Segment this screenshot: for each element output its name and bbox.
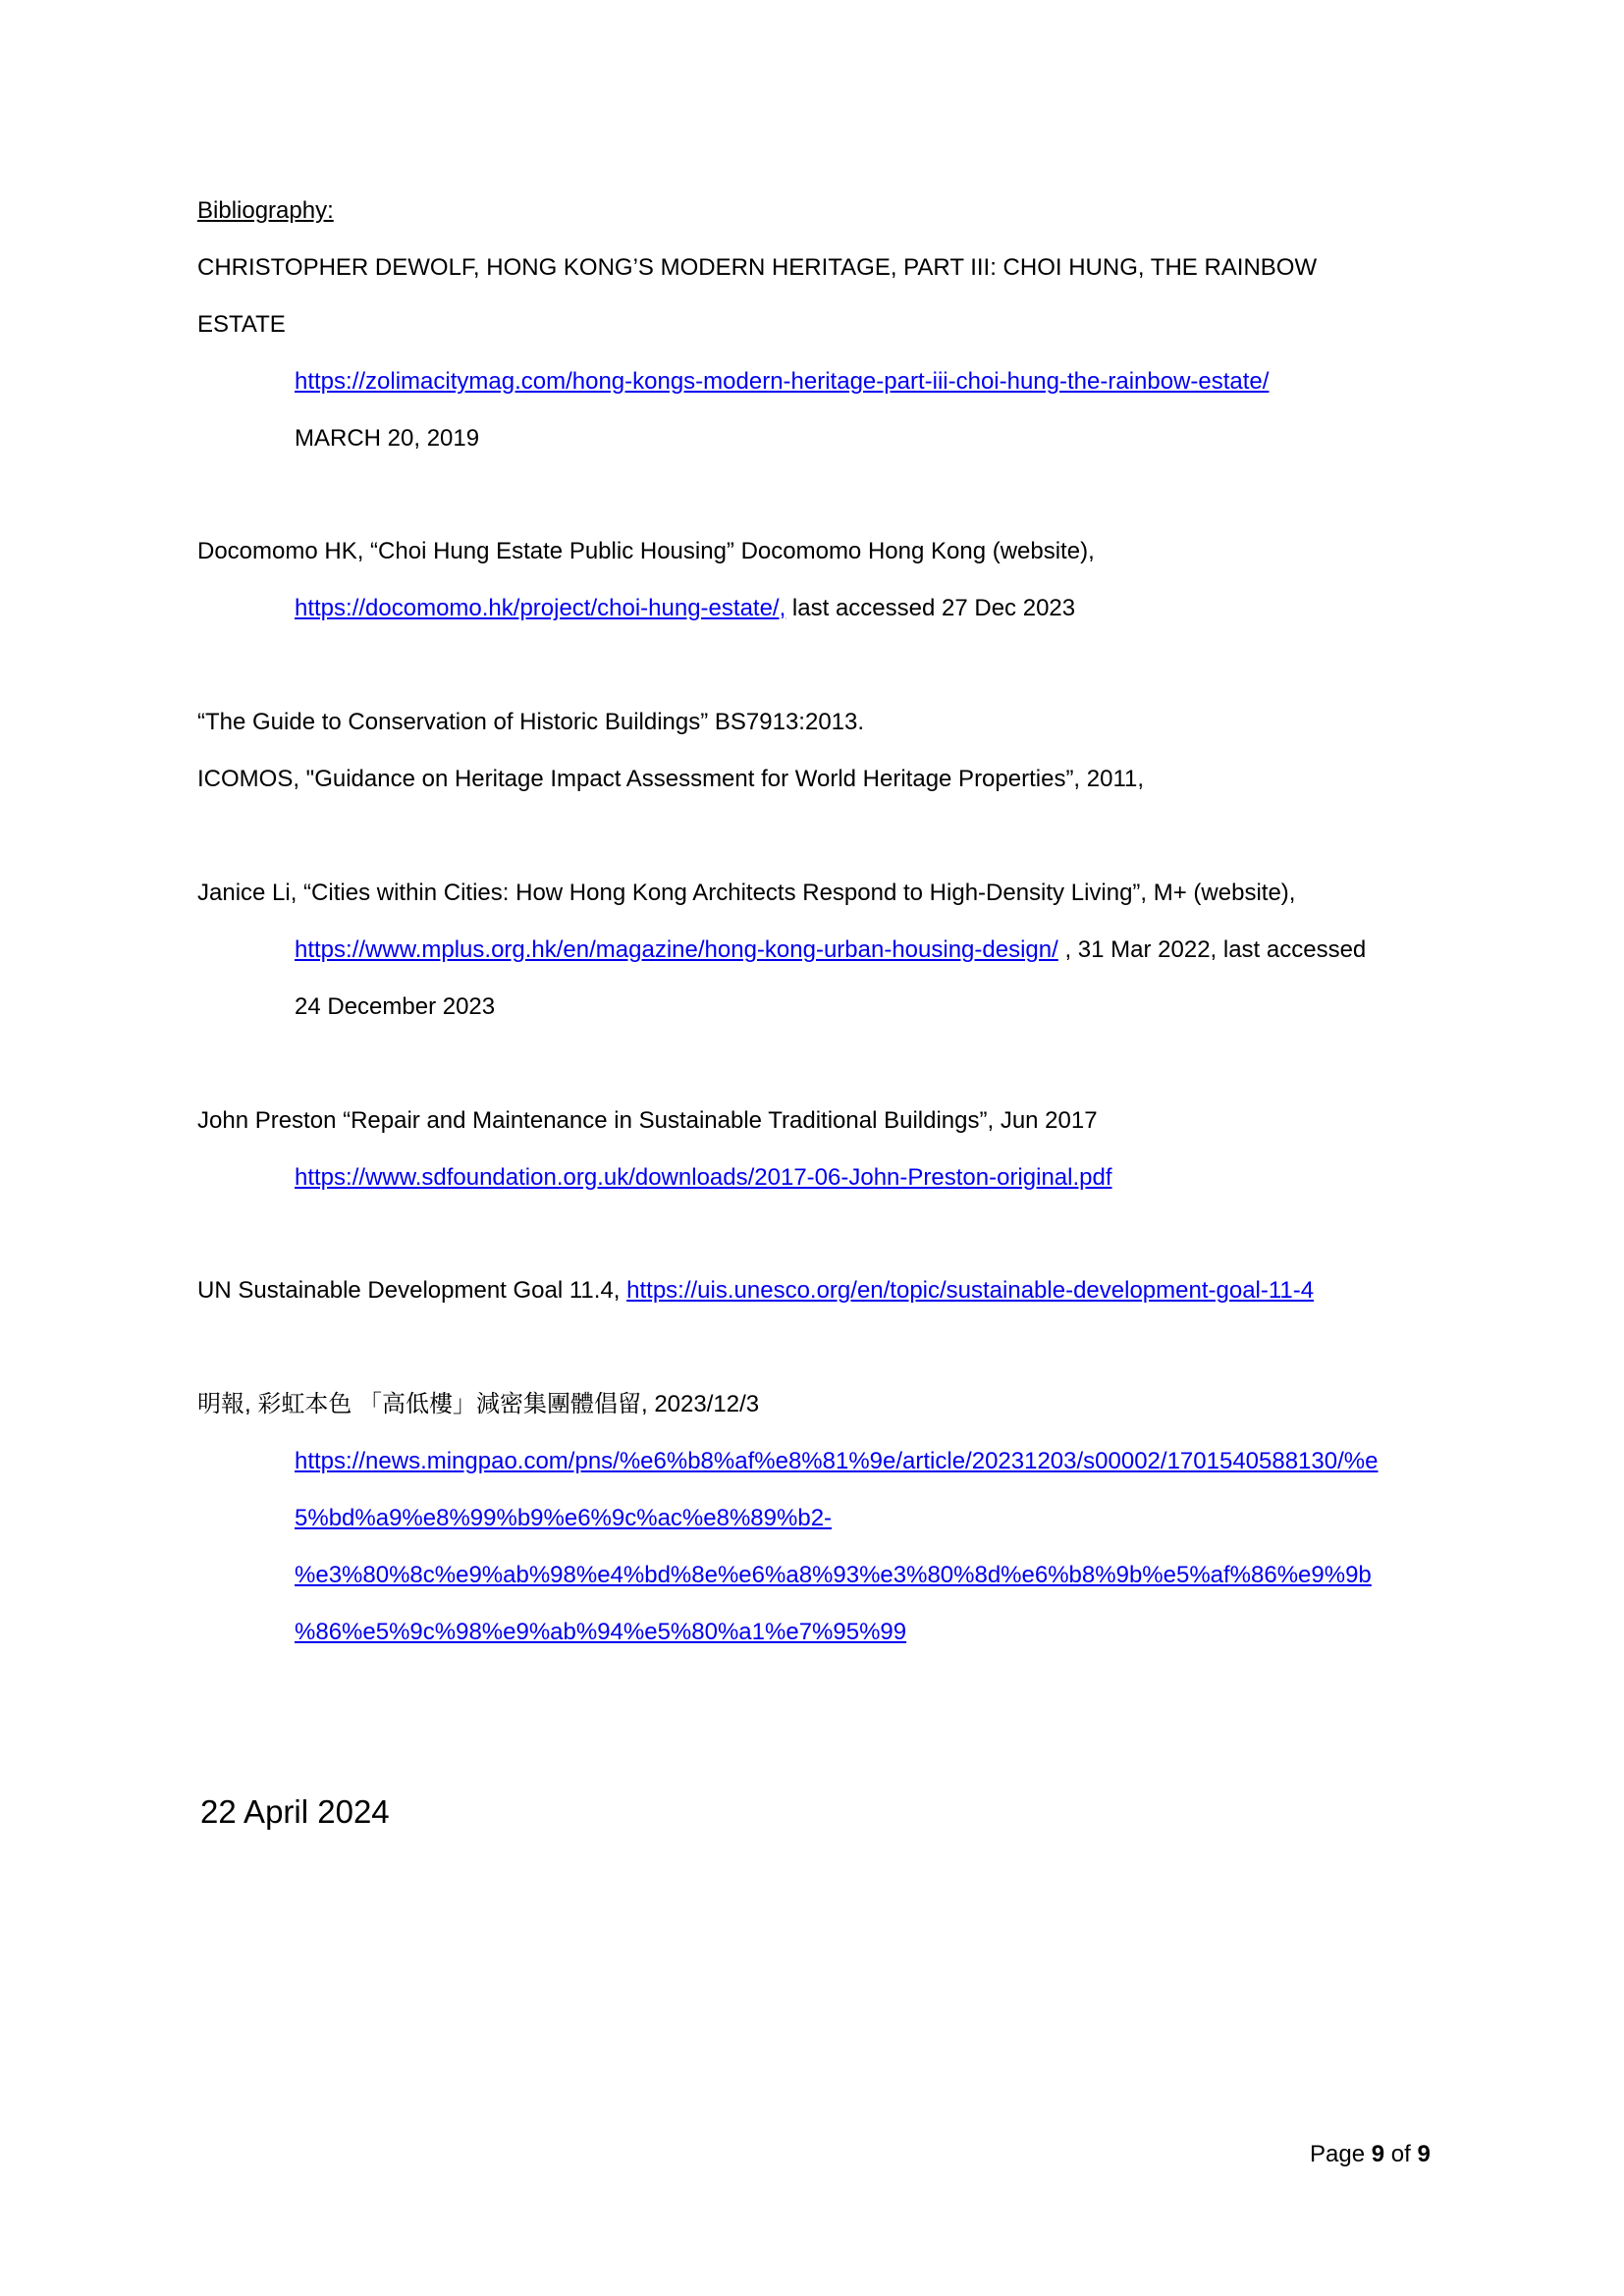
entry-mingpao-link-line-1[interactable]: https://news.mingpao.com/pns/%e6%b8%af%e8%81%9e/article/20231203/s00002/1701540588130/%e [295, 1448, 1379, 1474]
entry-dewolf-title-cont: ESTATE [197, 311, 286, 338]
page-number-total: 9 [1417, 2141, 1431, 2167]
entry-docomomo-link[interactable]: https://docomomo.hk/project/choi-hung-estate/, [295, 595, 786, 621]
entry-bs7913: “The Guide to Conservation of Historic Buildings” BS7913:2013. [197, 709, 865, 735]
entry-janice-li-title: Janice Li, “Cities within Cities: How Hong Kong Architects Respond to High-Density Living”, M+ (website), [197, 880, 1296, 906]
entry-un-sdg-label: UN Sustainable Development Goal 11.4, [197, 1277, 627, 1304]
entry-docomomo-title: Docomomo HK, “Choi Hung Estate Public Housing” Docomomo Hong Kong (website), [197, 538, 1095, 564]
entry-icomos: ICOMOS, "Guidance on Heritage Impact Assessment for World Heritage Properties”, 2011, [197, 766, 1145, 792]
entry-mingpao-title: 明報, 彩虹本色 「高低樓」減密集團體倡留, 2023/12/3 [197, 1391, 760, 1417]
bibliography-heading: Bibliography: [197, 197, 334, 224]
entry-janice-li-line [295, 935, 1366, 965]
entry-preston-title: John Preston “Repair and Maintenance in Sustainable Traditional Buildings”, Jun 2017 [197, 1107, 1098, 1134]
entry-mingpao-link-line-3[interactable]: %e3%80%8c%e9%ab%98%e4%bd%8e%e6%a8%93%e3%80%8d%e6%b8%9b%e5%af%86%e9%9b [295, 1562, 1372, 1588]
entry-preston-link[interactable]: https://www.sdfoundation.org.uk/downloads/2017-06-John-Preston-original.pdf [295, 1164, 1112, 1191]
entry-dewolf-date: MARCH 20, 2019 [295, 425, 480, 452]
entry-mingpao-link-line-2[interactable]: 5%bd%a9%e8%99%b9%e6%9c%ac%e8%89%b2- [295, 1505, 833, 1531]
page-number-of: of [1384, 2141, 1418, 2167]
entry-janice-li-link[interactable]: https://www.mplus.org.hk/en/magazine/hong-kong-urban-housing-design/ [295, 936, 1058, 963]
entry-un-sdg-link[interactable]: https://uis.unesco.org/en/topic/sustainable-development-goal-11-4 [626, 1277, 1315, 1304]
document-date: 22 April 2024 [200, 1793, 390, 1830]
entry-dewolf-link[interactable]: https://zolimacitymag.com/hong-kongs-modern-heritage-part-iii-choi-hung-the-rainbow-estate/ [295, 368, 1270, 395]
page-number-word: Page [1310, 2141, 1372, 2167]
entry-dewolf-title: CHRISTOPHER DEWOLF, HONG KONG’S MODERN HERITAGE, PART III: CHOI HUNG, THE RAINBOW [197, 254, 1318, 281]
entry-janice-li-accessed: 24 December 2023 [295, 993, 496, 1020]
entry-mingpao-link-line-4[interactable]: %86%e5%9c%98%e9%ab%94%e5%80%a1%e7%95%99 [295, 1619, 907, 1645]
entry-un-sdg [197, 1276, 1314, 1306]
page-number [1310, 2140, 1431, 2169]
page-number-current: 9 [1371, 2141, 1385, 2167]
entry-docomomo-accessed: last accessed 27 Dec 2023 [785, 595, 1076, 621]
entry-janice-li-date: , 31 Mar 2022, last accessed [1057, 936, 1367, 963]
entry-docomomo-line [295, 594, 1075, 623]
